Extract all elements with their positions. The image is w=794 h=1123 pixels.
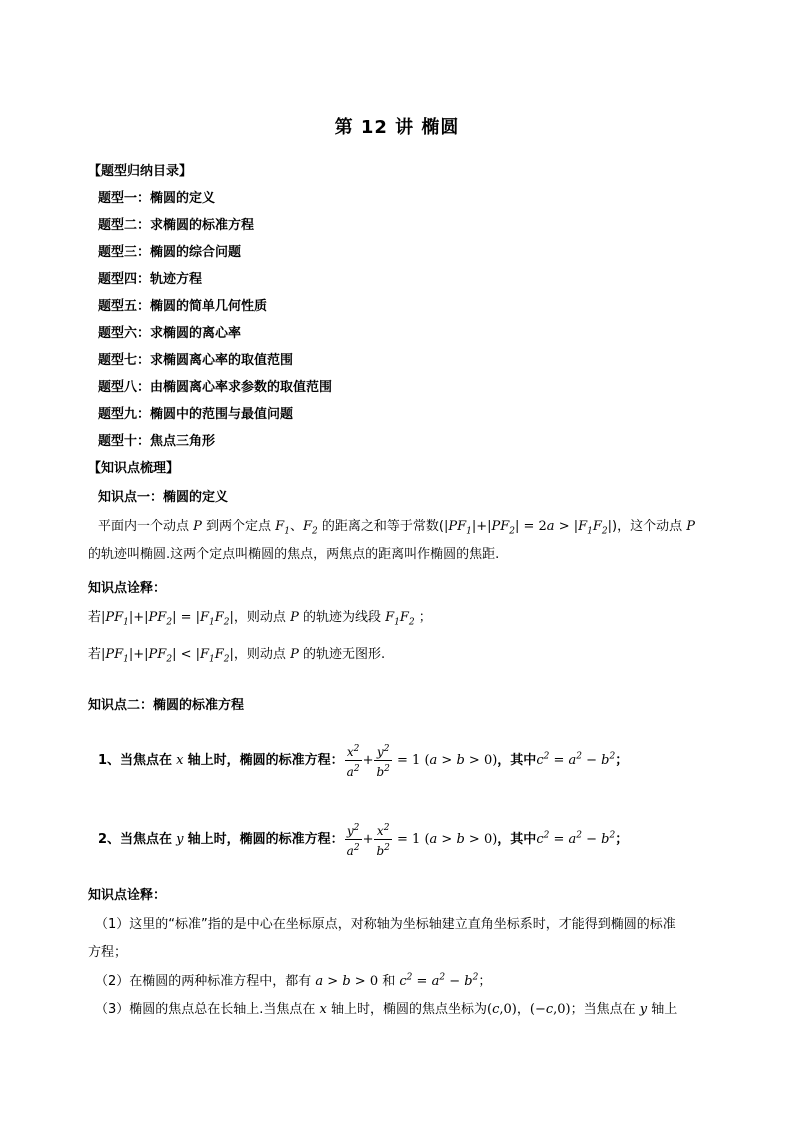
- toc-item-4: 题型四：轨迹方程: [98, 272, 203, 287]
- toc-item-9: 题型九：椭圆中的范围与最值问题: [98, 407, 294, 422]
- definition-paragraph: 平面内一个动点 P 到两个定点 $F_1$、$F_2$ 的距离之和等于常数$(|PF_1|+|PF_2| = 2a > |F_1F_2|)$，这个动点 P: [98, 519, 695, 537]
- point1-note-heading: 知识点诠释：: [88, 581, 167, 596]
- toc-item-3: 题型三：椭圆的综合问题: [98, 245, 242, 260]
- point2-note-2: （2）在椭圆的两种标准方程中，都有 a > b > 0 和 $c^2 = a^2 - b^2$；: [95, 972, 492, 989]
- toc-item-6: 题型六：求椭圆的离心率: [98, 326, 242, 341]
- toc-item-2: 题型二：求椭圆的标准方程: [98, 218, 255, 233]
- point2-note-3: （3）椭圆的焦点总在长轴上.当焦点在 x 轴上时，椭圆的焦点坐标为(c,0)，(−c,0)；当焦点在 y 轴上: [95, 1002, 678, 1017]
- page-title: 第 12 讲 椭圆: [334, 117, 460, 138]
- point1-note-1: 若$|PF_1|+|PF_2| = |F_1F_2|$，则动点 P 的轨迹为线段 $F_1F_2$ ；: [88, 610, 432, 628]
- toc-item-8: 题型八：由椭圆离心率求参数的取值范围: [98, 380, 333, 395]
- toc-item-10: 题型十：焦点三角形: [98, 434, 216, 449]
- point2-note-1-cont: 方程；: [88, 945, 128, 960]
- definition-paragraph-cont: 的轨迹叫椭圆.这两个定点叫椭圆的焦点，两焦点的距离叫作椭圆的焦距.: [88, 547, 500, 562]
- point2-note-heading: 知识点诠释：: [88, 888, 167, 903]
- point2-heading: 知识点二：椭圆的标准方程: [88, 698, 245, 713]
- toc-heading: 【题型归纳目录】: [88, 164, 193, 179]
- point1-note-2: 若$|PF_1|+|PF_2| < |F_1F_2|$，则动点 P 的轨迹无图形.: [88, 647, 386, 665]
- fraction-x2-a2: $\frac{x^2}{a^2}$: [345, 741, 362, 780]
- standard-equation-y: 2、当焦点在 y 轴上时，椭圆的标准方程： $\frac{y^2}{a^2}$ + $\frac{x^2}{b^2}$ = 1 (a > b > 0)，其中$c^2 = a^2 - b^2$；: [98, 820, 628, 859]
- toc-item-1: 题型一：椭圆的定义: [98, 191, 216, 206]
- toc-item-7: 题型七：求椭圆离心率的取值范围: [98, 353, 294, 368]
- standard-equation-x: 1、当焦点在 x 轴上时，椭圆的标准方程： $\frac{x^2}{a^2}$ + $\frac{y^2}{b^2}$ = 1 (a > b > 0)，其中$c^2 = a^2 - b^2$；: [98, 741, 628, 780]
- point1-heading: 知识点一：椭圆的定义: [98, 490, 229, 505]
- fraction-y2-a2: $\frac{y^2}{a^2}$: [345, 820, 362, 859]
- fraction-x2-b2: $\frac{x^2}{b^2}$: [374, 820, 391, 859]
- point2-note-1: （1）这里的“标准”指的是中心在坐标原点，对称轴为坐标轴建立直角坐标系时，才能得到椭圆的标准: [95, 917, 676, 932]
- knowledge-heading: 【知识点梳理】: [88, 461, 180, 476]
- toc-item-5: 题型五：椭圆的简单几何性质: [98, 299, 268, 314]
- fraction-y2-b2: $\frac{y^2}{b^2}$: [374, 741, 391, 780]
